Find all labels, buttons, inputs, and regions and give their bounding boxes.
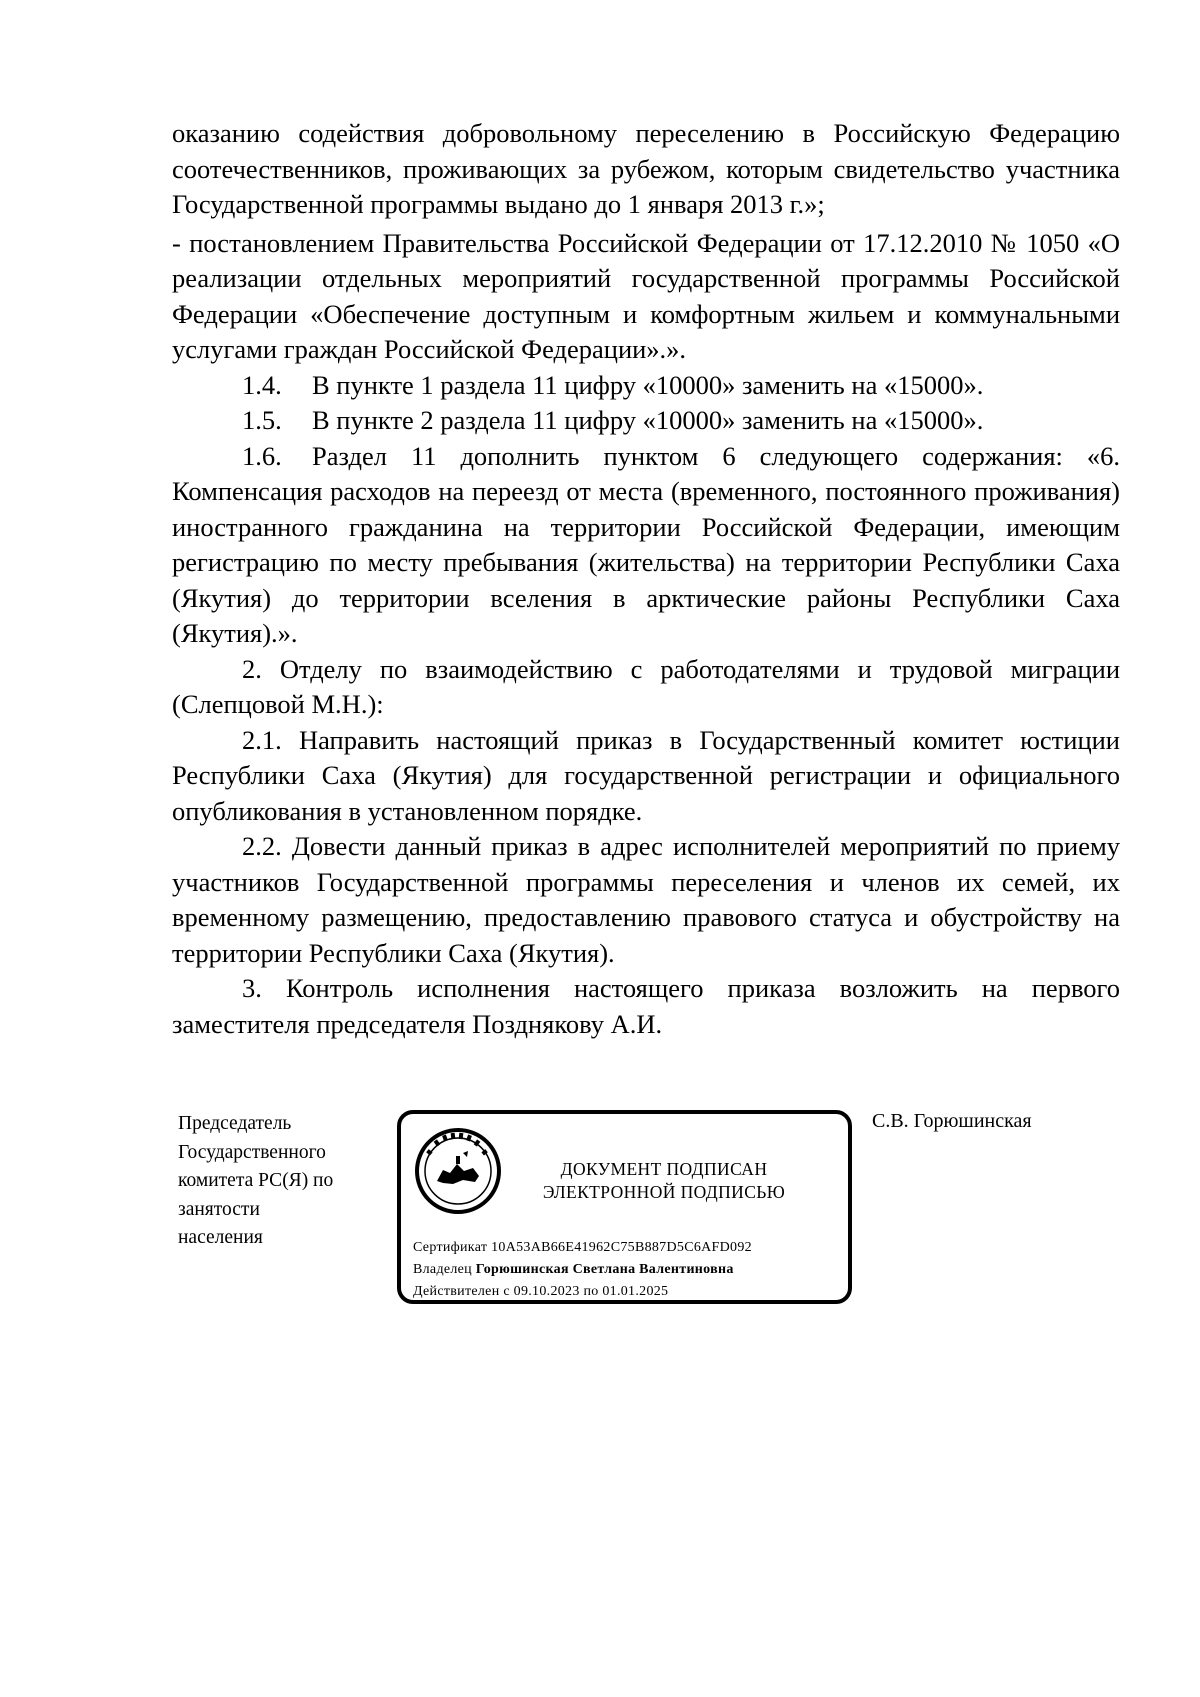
validity-line: [413, 1281, 843, 1303]
signer-position-line: Государственного: [178, 1141, 326, 1163]
clause-number: 1.5.: [242, 405, 282, 435]
stamp-heading-line: ДОКУМЕНТ ПОДПИСАН: [560, 1159, 768, 1179]
electronic-signature-stamp: [397, 1110, 852, 1304]
clause-1-4: [172, 368, 1120, 404]
clause-2-1: 2.1. Направить настоящий приказ в Государственный комитет юстиции Республики Саха (Якутия) для государственной регистрации и официального опубликования в установленном порядке.: [172, 724, 1120, 826]
signer-position: [178, 1110, 378, 1253]
signer-position-line: Председатель: [178, 1113, 292, 1134]
clause-text: В пункте 1 раздела 11 цифру «10000» заменить на «15000».: [312, 369, 984, 400]
validity-to-word: по: [583, 1284, 599, 1299]
certificate-line: [413, 1237, 843, 1259]
clause-1-6: [172, 439, 1120, 652]
stamp-heading: [509, 1158, 819, 1204]
paragraph-continuation-2: - постановлением Правительства Российской Федерации от 17.12.2010 № 1050 «О реализации отдельных мероприятий государственной программы Российской Федерации «Обеспечение доступным и комфортным жильем и коммунальными услугами граждан Российской Федерации».».: [172, 227, 1120, 364]
signer-name: С.В. Горюшинская: [872, 1110, 1032, 1132]
validity-to: 01.01.2025: [602, 1284, 669, 1299]
signer-position-line: комитета РС(Я) по: [178, 1170, 334, 1191]
clause-3: 3. Контроль исполнения настоящего приказа возложить на первого заместителя председателя Позднякову А.И.: [172, 973, 1120, 1039]
certificate-value: 10A53AB66E41962C75B887D5C6AFD092: [491, 1240, 752, 1255]
signer-position-line: населения: [178, 1227, 263, 1248]
stamp-details: [413, 1237, 843, 1303]
owner-label: Владелец: [413, 1262, 472, 1277]
clause-text: В пункте 2 раздела 11 цифру «10000» заменить на «15000».: [312, 405, 984, 435]
signer-position-line: занятости: [178, 1198, 260, 1220]
document-body: [172, 116, 1120, 1042]
clause-1-5: [172, 403, 1120, 439]
validity-from: 09.10.2023: [513, 1284, 580, 1299]
stamp-heading-line: ЭЛЕКТРОННОЙ ПОДПИСЬЮ: [542, 1182, 786, 1202]
paragraph-continuation-1: оказанию содействия добровольному переселению в Российскую Федерацию соотечественников, проживающих за рубежом, которым свидетельство участника Государственной программы выдано до 1 января 2013 г.»;: [172, 118, 1120, 219]
certificate-label: Сертификат: [413, 1240, 488, 1255]
clause-text: Раздел 11 дополнить пунктом 6 следующего содержания: «6. Компенсация расходов на переезд от места (временного, постоянного проживания) иностранного гражданина на территории Российской Федерации, имеющим регистрацию по месту пребывания (жительства) на территории Республики Саха (Якутия) до территории вселения в арктические районы Республики Саха (Якутия).».: [172, 440, 1120, 648]
validity-from-word: с: [503, 1284, 510, 1299]
owner-line: [413, 1259, 843, 1281]
yakutia-coat-of-arms-icon: [413, 1126, 503, 1216]
validity-label: Действителен: [413, 1284, 500, 1299]
clause-number: 1.6.: [242, 440, 282, 471]
clause-2-2: 2.2. Довести данный приказ в адрес исполнителей мероприятий по приему участников Государственной программы переселения и членов их семей, их временному размещению, предоставлению правового статуса и обустройству на территории Республики Саха (Якутия).: [172, 831, 1120, 968]
clause-number: 1.4.: [242, 369, 282, 400]
clause-2: 2. Отделу по взаимодействию с работодателями и трудовой миграции (Слепцовой М.Н.):: [172, 653, 1120, 719]
owner-value: Горюшинская Светлана Валентиновна: [475, 1262, 734, 1277]
